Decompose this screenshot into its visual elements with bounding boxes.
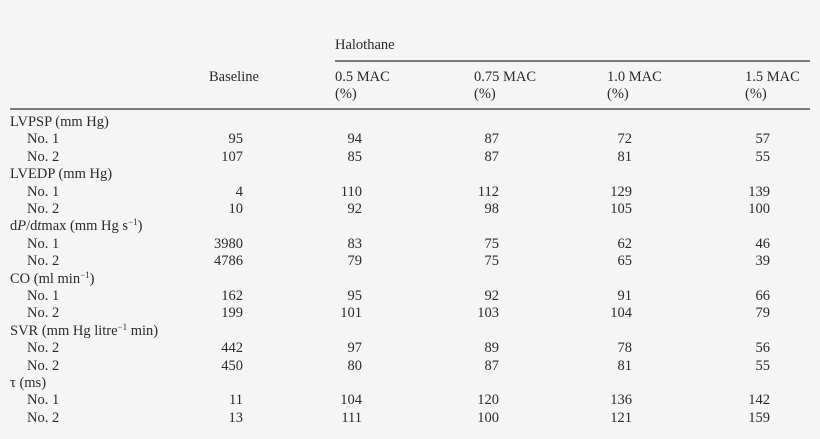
table-cell: 80 bbox=[347, 357, 362, 374]
table-cell: 39 bbox=[755, 253, 770, 270]
row-label: No. 2 bbox=[27, 305, 60, 322]
table-cell: 107 bbox=[221, 148, 243, 165]
table-cell: 72 bbox=[617, 131, 632, 148]
table-cell: 120 bbox=[477, 392, 499, 409]
table-cell: 57 bbox=[755, 131, 770, 148]
table-cell: 4786 bbox=[214, 253, 243, 270]
table-cell: 55 bbox=[755, 148, 770, 165]
row-label: No. 2 bbox=[27, 340, 60, 357]
table-cell: 81 bbox=[617, 148, 632, 165]
group-label: SVR (mm Hg litre$^{-1}$ min) bbox=[10, 321, 159, 339]
table-cell: 65 bbox=[617, 253, 632, 270]
column-header-1-5-mac: 1.5 MAC (%) bbox=[745, 69, 800, 102]
table-cell: 142 bbox=[748, 392, 770, 409]
table-cell: 450 bbox=[221, 357, 243, 374]
table-cell: 112 bbox=[477, 183, 499, 200]
table-cell: 46 bbox=[755, 235, 770, 252]
table-cell: 442 bbox=[221, 340, 243, 357]
table-cell: 129 bbox=[610, 183, 632, 200]
table-cell: 95 bbox=[347, 288, 362, 304]
table-cell: 87 bbox=[484, 148, 499, 165]
table-cell: 66 bbox=[755, 288, 770, 304]
table-cell: 159 bbox=[748, 409, 770, 426]
table-cell: 75 bbox=[484, 235, 499, 252]
row-label: No. 1 bbox=[27, 392, 60, 409]
table-cell: 136 bbox=[610, 392, 632, 409]
table-cell: 55 bbox=[755, 357, 770, 374]
table-cell: 98 bbox=[484, 201, 499, 217]
row-label: No. 2 bbox=[27, 357, 60, 374]
group-label: τ (ms) bbox=[10, 375, 47, 391]
table-cell: 95 bbox=[228, 131, 243, 148]
table-cell: 79 bbox=[755, 305, 770, 322]
table-cell: 79 bbox=[347, 253, 362, 270]
table-cell: 83 bbox=[347, 235, 362, 252]
table-cell: 100 bbox=[477, 409, 499, 426]
table-cell: 81 bbox=[617, 357, 632, 374]
table-cell: 103 bbox=[477, 305, 499, 322]
table-cell: 100 bbox=[748, 201, 770, 217]
table-cell: 10 bbox=[228, 201, 243, 217]
table-cell: 92 bbox=[484, 288, 499, 304]
table-cell: 199 bbox=[221, 305, 243, 322]
table-cell: 121 bbox=[610, 409, 632, 426]
table-cell: 104 bbox=[610, 305, 632, 322]
column-header-baseline: Baseline bbox=[209, 69, 259, 85]
group-label: LVEDP (mm Hg) bbox=[10, 166, 113, 183]
spanning-header-halothane: Halothane bbox=[335, 37, 395, 53]
table-cell: 3980 bbox=[214, 235, 243, 252]
table-cell: 13 bbox=[228, 409, 243, 426]
row-label: No. 1 bbox=[27, 183, 60, 200]
header-bottom-rule bbox=[10, 108, 810, 110]
table-cell: 91 bbox=[617, 288, 632, 304]
table-cell: 104 bbox=[340, 392, 362, 409]
column-header-0-5-mac: 0.5 MAC (%) bbox=[335, 69, 390, 102]
table-cell: 101 bbox=[340, 305, 362, 322]
table-cell: 111 bbox=[341, 409, 362, 426]
table-cell: 4 bbox=[235, 183, 243, 200]
group-label: LVPSP (mm Hg) bbox=[10, 114, 109, 130]
table-cell: 56 bbox=[755, 340, 770, 357]
table-cell: 87 bbox=[484, 131, 499, 148]
row-label: No. 2 bbox=[27, 253, 60, 270]
table-cell: 87 bbox=[484, 357, 499, 374]
table-cell: 139 bbox=[748, 183, 770, 200]
row-label: No. 1 bbox=[27, 235, 60, 252]
group-label: dP/dtmax (mm Hg $s^{-1}$) bbox=[10, 217, 143, 235]
table-cell: 75 bbox=[484, 253, 499, 270]
table-cell: 97 bbox=[347, 340, 362, 357]
table-cell: 162 bbox=[221, 288, 243, 304]
row-label: No. 1 bbox=[27, 288, 60, 304]
table-cell: 11 bbox=[229, 392, 243, 409]
table-cell: 78 bbox=[617, 340, 632, 357]
table-cell: 62 bbox=[617, 235, 632, 252]
column-header-0-75-mac: 0.75 MAC (%) bbox=[474, 69, 537, 102]
row-label: No. 2 bbox=[27, 201, 60, 217]
spanning-header-rule bbox=[335, 60, 810, 62]
row-label: No. 2 bbox=[27, 409, 60, 426]
table-cell: 92 bbox=[347, 201, 362, 217]
table-cell: 94 bbox=[347, 131, 362, 148]
table-cell: 89 bbox=[484, 340, 499, 357]
table-cell: 110 bbox=[340, 183, 362, 200]
row-label: No. 1 bbox=[27, 131, 60, 148]
table-cell: 85 bbox=[347, 148, 362, 165]
column-header-1-0-mac: 1.0 MAC (%) bbox=[607, 69, 662, 102]
row-label: No. 2 bbox=[27, 148, 60, 165]
table-cell: 105 bbox=[610, 201, 632, 217]
group-label: CO (ml $\min^{-1}$) bbox=[10, 269, 95, 287]
